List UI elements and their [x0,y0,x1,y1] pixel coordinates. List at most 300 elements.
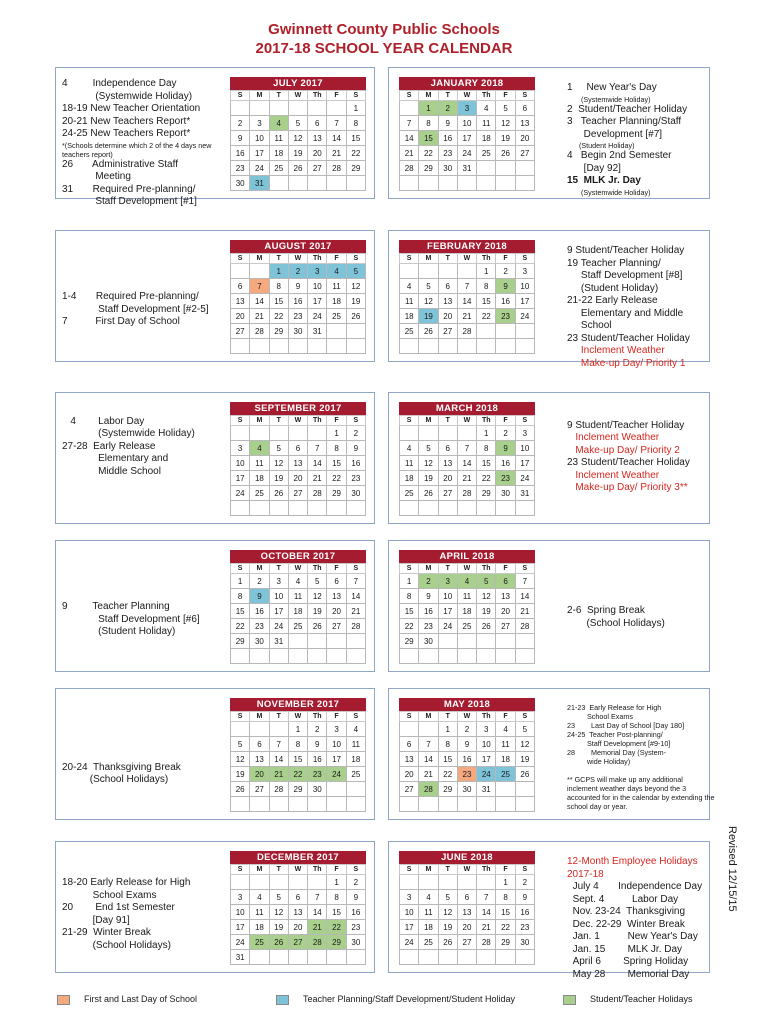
day-cell: 7 [515,574,534,589]
day-of-week-header: F [496,416,515,426]
day-cell: 15 [346,131,365,146]
day-cell: 14 [477,905,496,920]
day-cell: 20 [457,920,476,935]
day-cell: 29 [400,634,419,649]
day-cell: 20 [400,767,419,782]
day-cell: 20 [231,309,250,324]
month-panel [388,67,710,199]
note-line: (Systemwide Holiday) [567,187,651,197]
day-cell: 26 [231,782,250,797]
empty-day-cell [496,634,515,649]
empty-day-cell [438,176,457,191]
day-cell: 31 [231,950,250,965]
day-cell: 6 [327,574,346,589]
day-cell: 7 [419,737,438,752]
empty-day-cell [231,797,250,812]
note-line: wide Holiday) [567,757,631,766]
day-cell: 2 [346,426,365,441]
day-cell: 24 [515,309,534,324]
empty-day-cell [308,176,327,191]
day-cell: 25 [496,767,515,782]
day-cell: 14 [250,294,269,309]
empty-day-cell [419,950,438,965]
day-cell: 30 [515,935,534,950]
day-cell: 17 [515,294,534,309]
day-cell: 29 [288,782,307,797]
note-line [567,568,715,581]
day-of-week-header: M [250,712,269,722]
day-cell: 27 [438,486,457,501]
day-cell: 8 [438,737,457,752]
day-of-week-header: T [269,416,288,426]
note-line: July 4 Independence Day [567,881,703,892]
empty-day-cell [477,176,496,191]
day-of-week-header: F [327,865,346,875]
empty-day-cell [269,950,288,965]
day-cell: 31 [250,176,269,191]
day-cell: 4 [346,722,365,737]
day-cell: 26 [515,767,534,782]
day-cell: 12 [269,905,288,920]
empty-day-cell [231,649,250,664]
note-line: Sept. 4 Labor Day [567,893,679,905]
note-line: 9 Student/Teacher Holiday [567,245,685,256]
day-cell: 28 [400,161,419,176]
day-cell: 24 [327,767,346,782]
day-cell: 15 [438,752,457,767]
day-of-week-header: M [250,254,269,264]
empty-day-cell [438,501,457,516]
day-cell: 31 [308,324,327,339]
day-of-week-header: M [419,865,438,875]
note-line [62,589,228,602]
day-cell: 11 [419,905,438,920]
note-line: May 28 Memorial Day [567,968,690,980]
month-grid [399,253,535,354]
day-cell: 14 [515,589,534,604]
day-cell: 10 [231,456,250,471]
day-cell: 23 [288,309,307,324]
day-cell: 10 [269,589,288,604]
note-line: (School Holidays) [567,617,665,629]
day-cell: 7 [477,890,496,905]
note-line: 23 Student/Teacher Holiday [567,332,690,344]
empty-day-cell [400,339,419,354]
day-cell: 9 [496,441,515,456]
day-cell: 20 [438,309,457,324]
day-cell: 21 [477,920,496,935]
month-title: JANUARY 2018 [399,77,535,90]
note-line: 20-21 New Teachers Report* [62,115,191,127]
day-of-week-header: T [269,91,288,101]
empty-day-cell [250,797,269,812]
day-cell: 1 [477,426,496,441]
month-calendar [230,550,366,664]
day-cell: 9 [231,131,250,146]
day-cell: 6 [438,279,457,294]
empty-day-cell [269,875,288,890]
month-calendar [230,240,366,354]
empty-day-cell [515,501,534,516]
day-cell: 8 [327,890,346,905]
day-cell: 27 [288,935,307,950]
month-panel [55,540,375,672]
day-cell: 15 [327,456,346,471]
empty-day-cell [327,649,346,664]
day-cell: 29 [419,161,438,176]
day-of-week-header: W [457,564,476,574]
day-cell: 8 [477,441,496,456]
day-cell: 23 [250,619,269,634]
day-of-week-header: W [288,564,307,574]
empty-day-cell [515,339,534,354]
day-of-week-header: Th [308,254,327,264]
day-cell: 23 [438,146,457,161]
day-cell: 27 [288,486,307,501]
month-calendar [230,77,366,191]
day-cell: 6 [250,737,269,752]
day-cell: 1 [288,722,307,737]
note-line [567,555,715,568]
day-of-week-header: T [438,564,457,574]
empty-day-cell [327,501,346,516]
note-line [62,737,228,750]
note-line: 19 Teacher Planning/ [567,257,661,269]
empty-day-cell [269,426,288,441]
day-cell: 3 [269,574,288,589]
day-of-week-header: Th [477,712,496,722]
empty-day-cell [346,324,365,339]
day-of-week-header: Th [477,91,496,101]
revision-note [724,826,740,926]
day-cell: 29 [496,935,515,950]
month-title: APRIL 2018 [399,550,535,563]
day-cell: 6 [288,890,307,905]
empty-day-cell [269,339,288,354]
day-cell: 16 [346,456,365,471]
day-cell: 17 [308,294,327,309]
legend-swatch-blue [276,995,289,1005]
empty-day-cell [477,634,496,649]
day-cell: 11 [269,131,288,146]
day-cell: 16 [288,294,307,309]
empty-day-cell [231,339,250,354]
day-cell: 26 [419,324,438,339]
note-line [62,279,228,292]
day-of-week-header: F [327,712,346,722]
day-cell: 15 [419,131,438,146]
day-cell: 22 [327,471,346,486]
day-cell: 17 [477,752,496,767]
day-of-week-header: W [288,91,307,101]
month-calendar [230,402,366,516]
empty-day-cell [231,722,250,737]
day-cell: 22 [419,146,438,161]
day-cell: 3 [477,722,496,737]
day-cell: 7 [308,890,327,905]
document-header [0,20,768,58]
calendar-row [55,392,710,524]
day-cell: 20 [438,471,457,486]
day-cell: 5 [231,737,250,752]
note-line: 21-29 Winter Break [62,927,151,938]
note-line: 20-24 Thanksgiving Break [62,761,181,773]
day-cell: 10 [400,905,419,920]
day-cell: 25 [400,486,419,501]
day-cell: 22 [477,309,496,324]
day-cell: 8 [327,441,346,456]
day-cell: 3 [250,116,269,131]
note-line: (Student Holiday) [567,282,659,294]
day-cell: 26 [308,619,327,634]
day-cell: 29 [438,782,457,797]
day-cell: 10 [308,279,327,294]
month-notes [62,551,228,639]
day-cell: 16 [515,905,534,920]
day-cell: 4 [419,890,438,905]
day-cell: 25 [250,486,269,501]
day-of-week-header: W [457,91,476,101]
day-cell: 16 [496,456,515,471]
day-cell: 28 [308,935,327,950]
note-line: 2-6 Spring Break [567,605,645,616]
empty-day-cell [515,324,534,339]
empty-day-cell [308,101,327,116]
day-of-week-header: W [457,865,476,875]
empty-day-cell [515,634,534,649]
day-cell: 18 [457,604,476,619]
day-cell: 12 [477,589,496,604]
day-cell: 11 [288,589,307,604]
day-cell: 6 [457,890,476,905]
day-of-week-header: W [288,712,307,722]
empty-day-cell [457,264,476,279]
day-cell: 28 [250,324,269,339]
month-panel [55,230,375,362]
day-cell: 8 [346,116,365,131]
day-cell: 1 [346,101,365,116]
note-line: 27-28 Early Release [62,440,156,452]
day-cell: 13 [327,589,346,604]
day-of-week-header: S [346,91,365,101]
note-line: 18-20 Early Release for High [62,877,191,888]
day-cell: 20 [288,471,307,486]
legend-label: First and Last Day of School [84,994,198,1004]
month-grid [230,253,366,354]
day-cell: 19 [308,604,327,619]
empty-day-cell [419,339,438,354]
note-line [567,766,715,775]
month-calendar [230,851,366,965]
day-cell: 12 [231,752,250,767]
month-title: NOVEMBER 2017 [230,698,366,711]
day-cell: 19 [269,920,288,935]
day-of-week-header: S [346,254,365,264]
calendar-title: 2017-18 SCHOOL YEAR CALENDAR [255,40,513,57]
day-cell: 30 [288,324,307,339]
day-cell: 31 [269,634,288,649]
month-title: MARCH 2018 [399,402,535,415]
day-cell: 4 [457,574,476,589]
month-calendar [399,240,535,354]
month-grid [230,563,366,664]
empty-day-cell [269,501,288,516]
day-cell: 18 [269,146,288,161]
day-cell: 16 [250,604,269,619]
district-name: Gwinnett County Public Schools [268,21,500,38]
day-cell: 14 [346,589,365,604]
day-cell: 4 [327,264,346,279]
empty-day-cell [477,501,496,516]
empty-day-cell [250,501,269,516]
note-line: [Day 92] [567,162,621,174]
empty-day-cell [515,782,534,797]
day-cell: 24 [477,767,496,782]
day-of-week-header: S [400,254,419,264]
day-cell: 10 [327,737,346,752]
month-title: SEPTEMBER 2017 [230,402,366,415]
month-title: JUNE 2018 [399,851,535,864]
calendar-row [55,230,710,369]
note-line: Jan. 15 MLK Jr. Day [567,943,683,955]
day-cell: 4 [477,101,496,116]
empty-day-cell [327,782,346,797]
day-cell: 7 [327,116,346,131]
note-line: 23 Student/Teacher Holiday [567,457,690,468]
note-line: 9 Teacher Planning [62,601,170,612]
empty-day-cell [231,264,250,279]
day-cell: 17 [400,920,419,935]
day-cell: 11 [400,294,419,309]
day-cell: 5 [515,722,534,737]
day-of-week-header: F [496,564,515,574]
day-cell: 28 [419,782,438,797]
day-cell: 6 [308,116,327,131]
day-cell: 13 [400,752,419,767]
day-cell: 28 [457,324,476,339]
day-cell: 21 [457,309,476,324]
day-of-week-header: S [400,91,419,101]
day-cell: 7 [457,279,476,294]
empty-day-cell [457,950,476,965]
day-cell: 3 [457,101,476,116]
month-panel [55,841,375,973]
day-cell: 18 [496,752,515,767]
day-cell: 29 [327,486,346,501]
day-cell: 19 [477,604,496,619]
day-cell: 9 [308,737,327,752]
note-line [62,699,228,712]
day-cell: 13 [438,294,457,309]
empty-day-cell [419,501,438,516]
note-line: 24-25 New Teachers Report* [62,128,191,139]
month-notes [567,82,715,197]
note-line: 26 Administrative Staff [62,158,178,170]
month-panel [388,841,710,980]
note-line: School [567,320,612,331]
day-cell: 19 [496,131,515,146]
note-line: Make-up Day/ Priority 1 [567,357,686,369]
empty-day-cell [346,501,365,516]
empty-day-cell [496,161,515,176]
day-cell: 28 [327,161,346,176]
note-line: (Student Holiday) [62,626,176,637]
day-of-week-header: Th [477,416,496,426]
day-cell: 14 [457,294,476,309]
calendar-row [55,688,717,820]
day-cell: 23 [457,767,476,782]
day-cell: 1 [327,875,346,890]
empty-day-cell [346,176,365,191]
day-cell: 23 [515,920,534,935]
day-of-week-header: Th [308,564,327,574]
day-of-week-header: S [515,254,534,264]
day-cell: 28 [515,619,534,634]
month-notes [62,241,228,329]
day-of-week-header: F [327,91,346,101]
day-cell: 12 [269,456,288,471]
day-of-week-header: F [327,254,346,264]
legend-label: Teacher Planning/Staff Development/Student Holiday [303,994,515,1004]
day-cell: 10 [515,279,534,294]
note-line [62,724,228,737]
note-line: Development [#7] [567,128,663,140]
note-line: 1-4 Required Pre-planning/ [62,291,199,302]
day-cell: 3 [327,722,346,737]
note-line: 4 Independence Day [62,78,177,89]
day-cell: 18 [288,604,307,619]
day-cell: 8 [477,279,496,294]
day-cell: 23 [231,161,250,176]
note-line [62,576,228,589]
day-cell: 16 [438,131,457,146]
month-notes [567,407,715,495]
day-cell: 1 [400,574,419,589]
empty-day-cell [400,176,419,191]
day-cell: 29 [346,161,365,176]
day-cell: 14 [269,752,288,767]
day-cell: 24 [250,161,269,176]
empty-day-cell [400,950,419,965]
day-cell: 18 [400,471,419,486]
day-cell: 26 [346,309,365,324]
month-grid [230,864,366,965]
day-cell: 12 [288,131,307,146]
empty-day-cell [419,649,438,664]
empty-day-cell [288,101,307,116]
empty-day-cell [327,339,346,354]
empty-day-cell [308,501,327,516]
note-line: Staff Development [#6] [62,613,200,625]
note-line: Make-up Day/ Priority 3** [567,482,688,493]
empty-day-cell [400,264,419,279]
note-line [567,593,715,606]
day-cell: 5 [308,574,327,589]
empty-day-cell [288,797,307,812]
note-line: Elementary and [62,453,169,464]
day-cell: 15 [477,456,496,471]
month-title: DECEMBER 2017 [230,851,366,864]
day-cell: 13 [438,456,457,471]
note-line: Nov. 23-24 Thanksgiving [567,906,686,917]
note-line [62,865,228,878]
note-line: 7 First Day of School [62,316,180,327]
day-cell: 5 [419,279,438,294]
empty-day-cell [438,634,457,649]
day-cell: 7 [308,441,327,456]
day-cell: 6 [400,737,419,752]
day-cell: 10 [438,589,457,604]
